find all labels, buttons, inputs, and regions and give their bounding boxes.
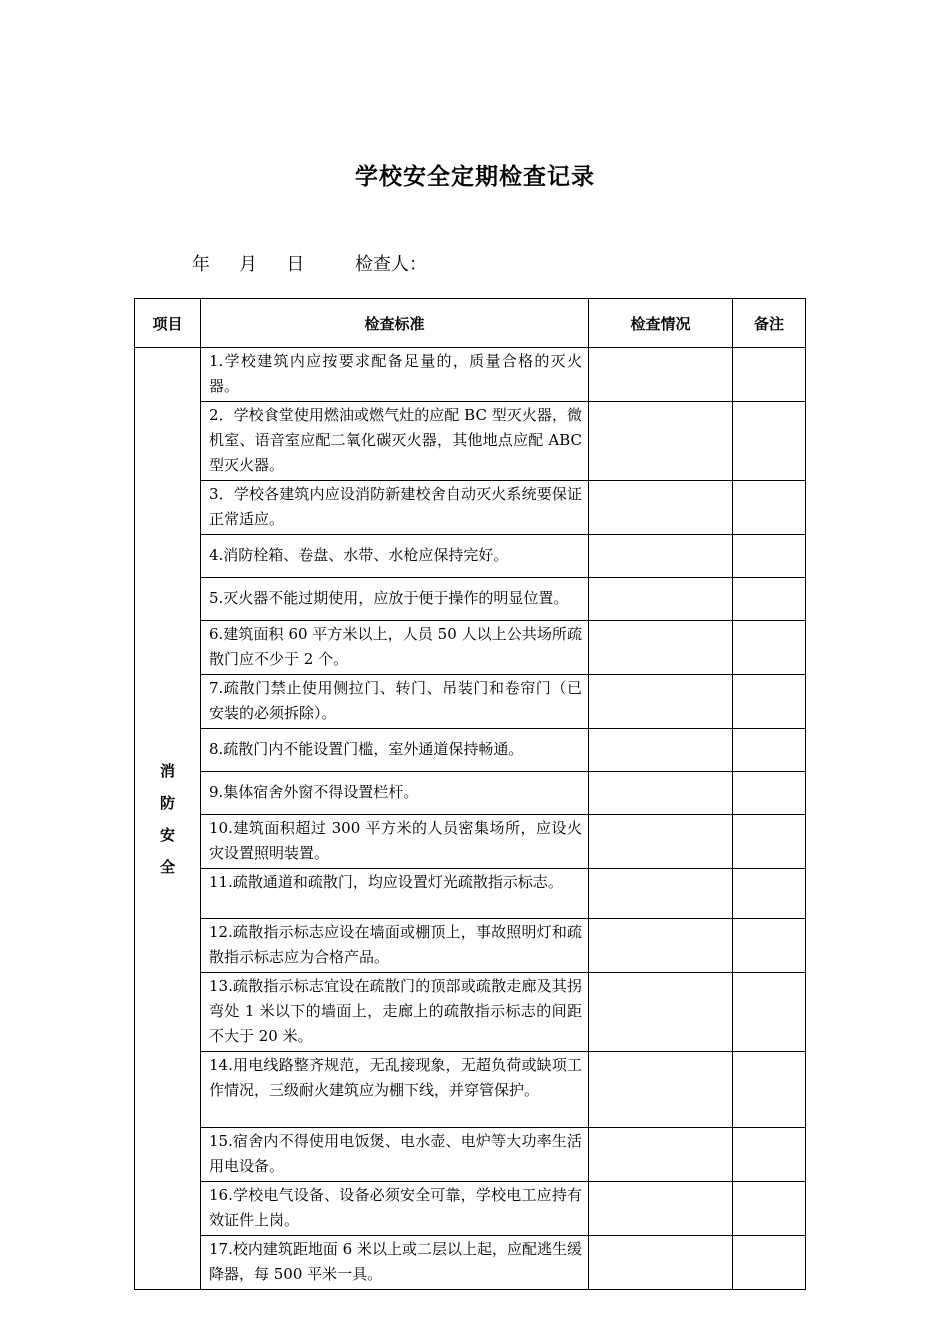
condition-cell[interactable]	[589, 578, 733, 621]
table-row	[135, 919, 806, 973]
date-line: 年 月 日	[192, 254, 305, 275]
category-label: 消防安全	[159, 761, 175, 876]
condition-cell[interactable]	[589, 1128, 733, 1182]
table-row	[135, 815, 806, 869]
standard-cell: 4.消防栓箱、卷盘、水带、水枪应保持完好。	[201, 535, 589, 578]
condition-cell[interactable]	[589, 535, 733, 578]
table-row	[135, 772, 806, 815]
condition-cell[interactable]	[589, 1236, 733, 1290]
condition-cell[interactable]	[589, 402, 733, 481]
remarks-cell[interactable]	[733, 729, 806, 772]
standard-cell: 17.校内建筑距地面 6 米以上或二层以上起，应配逃生缓降器，每 500 平米一具。	[201, 1236, 589, 1290]
remarks-cell[interactable]	[733, 535, 806, 578]
table-row	[135, 578, 806, 621]
remarks-cell[interactable]	[733, 1182, 806, 1236]
header-item: 项目	[135, 299, 201, 348]
table-row	[135, 621, 806, 675]
standard-cell: 7.疏散门禁止使用侧拉门、转门、吊装门和卷帘门（已安装的必须拆除）。	[201, 675, 589, 729]
remarks-cell[interactable]	[733, 772, 806, 815]
condition-cell[interactable]	[589, 919, 733, 973]
table-row	[135, 1128, 806, 1182]
standard-cell: 12.疏散指示标志应设在墙面或棚顶上，事故照明灯和疏散指示标志应为合格产品。	[201, 919, 589, 973]
remarks-cell[interactable]	[733, 1052, 806, 1128]
standard-cell: 9.集体宿舍外窗不得设置栏杆。	[201, 772, 589, 815]
table-row	[135, 869, 806, 919]
condition-cell[interactable]	[589, 348, 733, 402]
remarks-cell[interactable]	[733, 1128, 806, 1182]
standard-cell: 8.疏散门内不能设置门槛，室外通道保持畅通。	[201, 729, 589, 772]
standard-cell: 1.学校建筑内应按要求配备足量的，质量合格的灭火器。	[201, 348, 589, 402]
remarks-cell[interactable]	[733, 815, 806, 869]
remarks-cell[interactable]	[733, 869, 806, 919]
standard-cell: 2．学校食堂使用燃油或燃气灶的应配 BC 型灭火器，微机室、语音室应配二氧化碳灭火器，其他地点应配 ABC 型灭火器。	[201, 402, 589, 481]
standard-cell: 10.建筑面积超过 300 平方米的人员密集场所，应设火灾设置照明装置。	[201, 815, 589, 869]
remarks-cell[interactable]	[733, 973, 806, 1052]
inspection-table	[134, 298, 806, 1290]
standard-cell: 11.疏散通道和疏散门，均应设置灯光疏散指示标志。	[201, 869, 589, 919]
remarks-cell[interactable]	[733, 675, 806, 729]
remarks-cell[interactable]	[733, 348, 806, 402]
header-condition: 检查情况	[589, 299, 733, 348]
header-remarks: 备注	[733, 299, 806, 348]
table-row	[135, 1182, 806, 1236]
table-row	[135, 675, 806, 729]
inspector-label: 检查人：	[355, 254, 427, 275]
table-row	[135, 535, 806, 578]
table-row	[135, 1236, 806, 1290]
remarks-cell[interactable]	[733, 578, 806, 621]
condition-cell[interactable]	[589, 973, 733, 1052]
standard-cell: 6.建筑面积 60 平方米以上，人员 50 人以上公共场所疏散门应不少于 2 个。	[201, 621, 589, 675]
page-title: 学校安全定期检查记录	[355, 164, 595, 190]
standard-cell: 13.疏散指示标志宜设在疏散门的顶部或疏散走廊及其拐弯处 1 米以下的墙面上，走廊上的疏散指示标志的间距不大于 20 米。	[201, 973, 589, 1052]
condition-cell[interactable]	[589, 675, 733, 729]
standard-cell: 5.灭火器不能过期使用，应放于便于操作的明显位置。	[201, 578, 589, 621]
condition-cell[interactable]	[589, 1052, 733, 1128]
category-cell	[135, 348, 201, 1290]
condition-cell[interactable]	[589, 481, 733, 535]
remarks-cell[interactable]	[733, 481, 806, 535]
condition-cell[interactable]	[589, 815, 733, 869]
remarks-cell[interactable]	[733, 621, 806, 675]
header-standard: 检查标准	[201, 299, 589, 348]
table-row	[135, 348, 806, 402]
condition-cell[interactable]	[589, 772, 733, 815]
condition-cell[interactable]	[589, 621, 733, 675]
condition-cell[interactable]	[589, 1182, 733, 1236]
standard-cell: 14.用电线路整齐规范，无乱接现象，无超负荷或缺项工作情况，三级耐火建筑应为棚下线，并穿管保护。	[201, 1052, 589, 1128]
standard-cell: 3．学校各建筑内应设消防新建校舍自动灭火系统要保证正常适应。	[201, 481, 589, 535]
table-row	[135, 1052, 806, 1128]
standard-cell: 16.学校电气设备、设备必须安全可靠，学校电工应持有效证件上岗。	[201, 1182, 589, 1236]
table-row	[135, 402, 806, 481]
table-header-row	[135, 299, 806, 348]
remarks-cell[interactable]	[733, 1236, 806, 1290]
condition-cell[interactable]	[589, 869, 733, 919]
table-row	[135, 729, 806, 772]
table-row	[135, 973, 806, 1052]
table-row	[135, 481, 806, 535]
condition-cell[interactable]	[589, 729, 733, 772]
standard-cell: 15.宿舍内不得使用电饭煲、电水壶、电炉等大功率生活用电设备。	[201, 1128, 589, 1182]
remarks-cell[interactable]	[733, 919, 806, 973]
remarks-cell[interactable]	[733, 402, 806, 481]
